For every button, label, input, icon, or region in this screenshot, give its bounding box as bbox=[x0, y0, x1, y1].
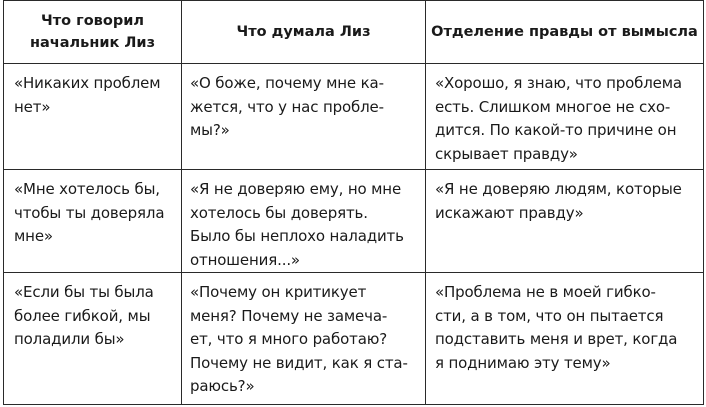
table-row bbox=[4, 170, 704, 273]
table-cell bbox=[4, 170, 182, 273]
header-liz-thought bbox=[182, 1, 426, 64]
cell-text: «Я не доверяю людям, которые искажают правду» bbox=[435, 180, 682, 222]
table-cell bbox=[182, 273, 426, 405]
cell-text: «Если бы ты была более гибкой, мы поладили бы» bbox=[14, 283, 154, 348]
header-boss-said bbox=[4, 1, 182, 64]
table-cell bbox=[426, 64, 704, 170]
header-truth-vs-fiction bbox=[426, 1, 704, 64]
header-text: Что думала Лиз bbox=[236, 24, 371, 40]
table-cell bbox=[4, 64, 182, 170]
cell-text: «Хорошо, я знаю, что проблема есть. Слишком многое не схо- дится. По какой-то причине он скрывает правду» bbox=[435, 74, 682, 163]
cell-text: «Я не доверяю ему, но мне хотелось бы доверять. Было бы неплохо наладить отношения...» bbox=[190, 180, 404, 269]
cell-text: «Мне хотелось бы, чтобы ты доверяла мне» bbox=[14, 180, 165, 245]
table-cell bbox=[426, 170, 704, 273]
table-cell bbox=[426, 273, 704, 405]
header-text: Отделение правды от вымысла bbox=[431, 24, 698, 40]
comparison-table bbox=[3, 0, 704, 405]
table-header-row bbox=[4, 1, 704, 64]
table-row bbox=[4, 64, 704, 170]
cell-text: «О боже, почему мне ка- жется, что у нас пробле- мы?» bbox=[190, 74, 384, 139]
cell-text: «Проблема не в моей гибко- сти, а в том, что он пытается подставить меня и врет, когда я поднимаю эту тему» bbox=[435, 283, 678, 372]
table-cell bbox=[4, 273, 182, 405]
table-cell bbox=[182, 170, 426, 273]
cell-text: «Почему он критикует меня? Почему не замеча- ет, что я много работаю? Почему не видит, как я ста- раюсь?» bbox=[190, 283, 408, 395]
header-text: Что говорил начальник Лиз bbox=[29, 13, 156, 51]
table-cell bbox=[182, 64, 426, 170]
cell-text: «Никаких проблем нет» bbox=[14, 74, 161, 116]
table-row bbox=[4, 273, 704, 405]
